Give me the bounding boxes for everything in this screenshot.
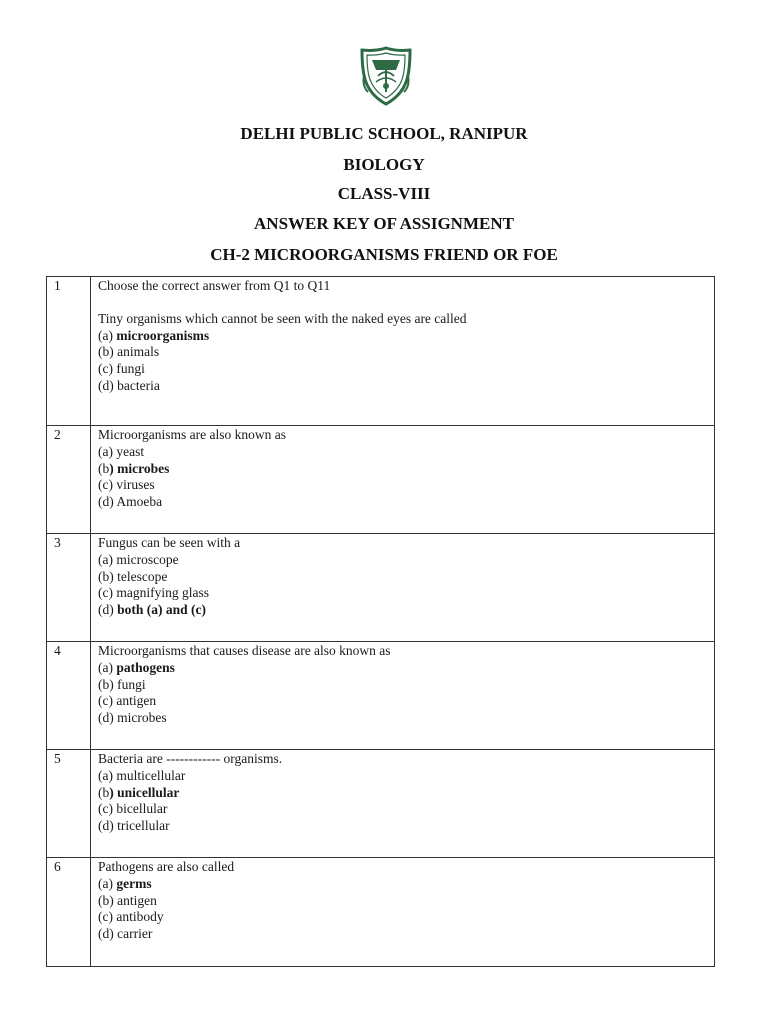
option-text: microbes xyxy=(117,710,167,726)
question-number: 5 xyxy=(47,750,91,858)
option-label: (b) xyxy=(98,676,118,692)
option xyxy=(98,477,714,494)
correct-option xyxy=(98,461,714,478)
option xyxy=(98,926,714,943)
question-cell xyxy=(91,426,715,534)
option-label: (b) xyxy=(98,568,118,584)
option-label: (a) xyxy=(98,875,117,891)
option xyxy=(98,710,714,727)
correct-option xyxy=(98,785,714,802)
instruction-text: Choose the correct answer from Q1 to Q11 xyxy=(98,278,331,293)
question-text: Tiny organisms which cannot be seen with the naked eyes are called xyxy=(98,310,467,326)
option xyxy=(98,893,714,910)
option xyxy=(98,378,714,395)
option-label: (d) xyxy=(98,710,118,726)
option-text: fungi xyxy=(116,361,145,377)
table-row xyxy=(47,277,715,426)
option-label: (c) xyxy=(98,361,117,377)
correct-option xyxy=(98,876,714,893)
option xyxy=(98,818,714,835)
option-label: (d) xyxy=(98,602,118,618)
option-label: (a) xyxy=(98,443,117,459)
chapter-title: CH-2 MICROORGANISMS FRIEND OR FOE xyxy=(210,245,558,264)
option-text: Amoeba xyxy=(116,494,163,510)
option-text: bacteria xyxy=(117,377,160,393)
option-label: (b) xyxy=(98,892,118,908)
option xyxy=(98,909,714,926)
option-text: viruses xyxy=(116,477,155,493)
option-label: (d) xyxy=(98,818,118,834)
option xyxy=(98,693,714,710)
table-row xyxy=(47,534,715,642)
option-text: tricellular xyxy=(117,818,170,834)
option-text: fungi xyxy=(117,676,146,692)
correct-option xyxy=(98,660,714,677)
option-text: ) unicellular xyxy=(109,784,180,800)
option-label: (b) xyxy=(98,344,118,360)
question-number: 3 xyxy=(47,534,91,642)
question-cell xyxy=(91,534,715,642)
option xyxy=(98,552,714,569)
option-text: microscope xyxy=(116,551,179,567)
option-label: (c) xyxy=(98,909,117,925)
question-cell xyxy=(91,750,715,858)
question-text: Microorganisms are also known as xyxy=(98,427,286,442)
question-text: Fungus can be seen with a xyxy=(98,535,241,550)
option xyxy=(98,494,714,511)
question-number: 2 xyxy=(47,426,91,534)
class-title: CLASS-VIII xyxy=(337,184,431,203)
option-label: (b xyxy=(98,784,110,800)
question-cell xyxy=(91,277,715,426)
table-row xyxy=(47,750,715,858)
correct-option xyxy=(98,602,714,619)
option xyxy=(98,768,714,785)
option xyxy=(98,361,714,378)
subject-title: BIOLOGY xyxy=(343,155,425,174)
option-label: (a) xyxy=(98,659,117,675)
option-label: (c) xyxy=(98,477,117,493)
question-text: Bacteria are ------------ organisms. xyxy=(98,751,283,766)
option-label: (c) xyxy=(98,585,117,601)
option-label: (d) xyxy=(98,926,118,942)
option-text: microorganisms xyxy=(116,327,210,343)
option xyxy=(98,444,714,461)
option-label: (a) xyxy=(98,551,117,567)
option-text: ) microbes xyxy=(109,460,170,476)
option xyxy=(98,801,714,818)
option-label: (c) xyxy=(98,801,117,817)
correct-option xyxy=(98,328,714,345)
question-cell xyxy=(91,858,715,967)
option-text: magnifying glass xyxy=(116,585,209,601)
table-row xyxy=(47,642,715,750)
option-text: multicellular xyxy=(116,767,186,783)
option-label: (c) xyxy=(98,693,117,709)
option-text: telescope xyxy=(117,568,168,584)
document-title: ANSWER KEY OF ASSIGNMENT xyxy=(254,214,514,233)
option-text: yeast xyxy=(116,443,145,459)
question-cell xyxy=(91,642,715,750)
option-label: (d) xyxy=(98,494,117,510)
option xyxy=(98,677,714,694)
option-text: antigen xyxy=(116,693,157,709)
option-label: (a) xyxy=(98,327,117,343)
option xyxy=(98,585,714,602)
question-text: Microorganisms that causes disease are also known as xyxy=(98,643,391,658)
option-text: antigen xyxy=(117,892,157,908)
option-text: both (a) and (c) xyxy=(117,602,207,618)
option-text: pathogens xyxy=(116,659,175,675)
option-label: (a) xyxy=(98,767,117,783)
school-crest-icon xyxy=(358,46,414,106)
option-label: (d) xyxy=(98,377,118,393)
option xyxy=(98,569,714,586)
option-text: bicellular xyxy=(116,801,168,817)
option-text: antibody xyxy=(116,909,164,925)
option-text: animals xyxy=(117,344,160,360)
school-name: DELHI PUBLIC SCHOOL, RANIPUR xyxy=(240,124,528,143)
table-row xyxy=(47,426,715,534)
question-number: 1 xyxy=(47,277,91,426)
question-number: 4 xyxy=(47,642,91,750)
question-number: 6 xyxy=(47,858,91,967)
option xyxy=(98,344,714,361)
option-text: germs xyxy=(116,875,152,891)
option-text: carrier xyxy=(117,926,153,942)
question-text: Pathogens are also called xyxy=(98,859,235,874)
table-row xyxy=(47,858,715,967)
answer-key-table xyxy=(46,276,715,967)
option-label: (b xyxy=(98,460,110,476)
